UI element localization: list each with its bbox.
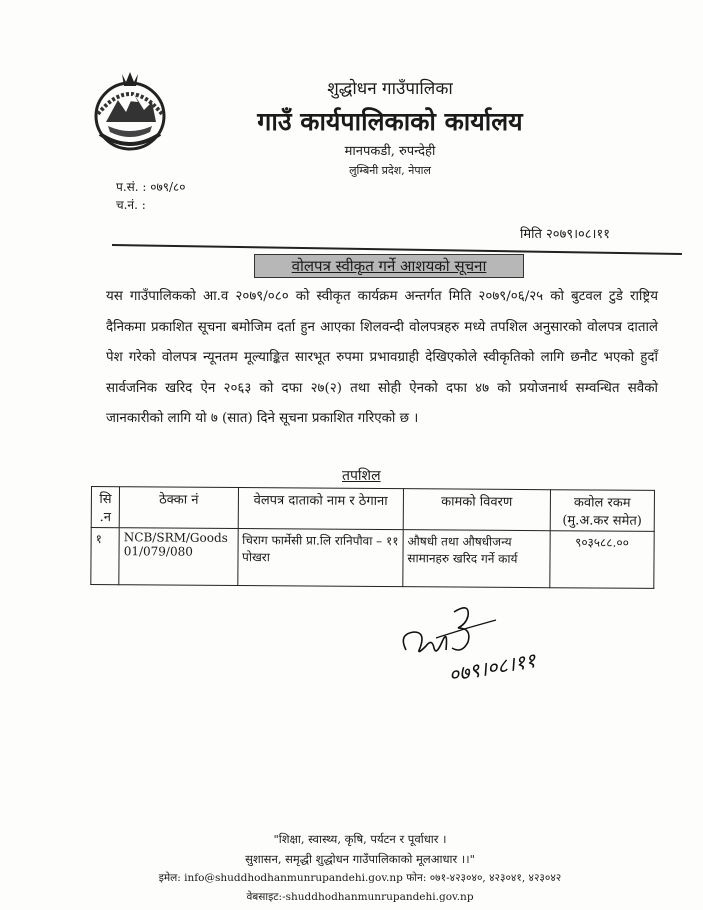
notice-body: यस गाउँपालिकको आ.व २०७९/०८० को स्वीकृत कार्यक्रम अन्तर्गत मिति २०७९/०६/२५ को बुटवल टुडे राष्ट्रिय दैनिकमा प्रकाशित सूचना बमोजिम दर्ता हुन आएका शिलवन्दी वोलपत्रहरु मध्ये तपशिल अनुसारको वोलपत्र दाताले पेश गरेको वोलपत्र न्यूनतम मूल्याङ्कित सारभूत रुपमा प्रभावग्राही देखिएकोले स्वीकृतिको लागि छनौट भएको हुदाँ सार्वजनिक खरिद ऐन २०६३ को दफा २७(२) तथा सोही ऐनको दफा ४७ को प्रयोजनार्थ सम्वन्धित सवैको जानकारीको लागि यो ७ (सात) दिने सूचना प्रकाशित गरिएको छ ।	[106, 289, 658, 426]
table-heading: तपशिल	[342, 468, 381, 484]
cell-bid-amount: ९०३५८८.००	[550, 531, 655, 589]
footer-motto-line1: "शिक्षा, स्वास्थ्य, कृषि, पर्यटन र पूर्वाधार ।	[273, 832, 447, 846]
office-address-line2: लुम्बिनी प्रदेश, नेपाल	[349, 164, 431, 177]
col-contract-no: ठेक्का नं	[119, 487, 238, 529]
cell-serial: १	[91, 528, 120, 585]
cell-contract-no: NCB/SRM/Goods 01/079/080	[119, 528, 238, 586]
notice-title: वोलपत्र स्वीकृत गर्ने आशयको सूचना	[254, 254, 524, 278]
col-bid-amount: कवोल रकम (मु.अ.कर समेत)	[550, 490, 655, 532]
cell-work-description: औषधी तथा औषधीजन्य सामानहरु खरिद गर्ने कार्य	[403, 530, 550, 588]
nepal-government-emblem-icon	[92, 70, 168, 154]
notice-date: मिति २०७९।०८।११	[520, 227, 610, 242]
reference-number: प.सं. : ०७९/८०	[116, 180, 186, 194]
bid-details-table	[90, 486, 655, 589]
signature	[396, 598, 546, 694]
col-work-description: कामको विवरण	[403, 489, 550, 531]
table-row	[91, 528, 654, 589]
office-name: गाउँ कार्यपालिकाको कार्यालय	[257, 107, 523, 136]
dispatch-number: च.नं. :	[116, 198, 146, 212]
svg-text:०७९।०८।११: ०७९।०८।११	[446, 648, 538, 687]
footer-website: वेबसाइट:-shuddhodhanmunrupandehi.gov.np	[246, 891, 474, 903]
col-bidder: वेलपत्र दाताको नाम र ठेगाना	[238, 488, 404, 530]
footer-contact: इमेल: info@shuddhodhanmunrupandehi.gov.np फोन: ०७१-४२३०४०, ४२३०४१, ४२३०४२	[158, 872, 562, 884]
col-serial: सि .न	[91, 487, 119, 528]
office-address-line1: मानपकडी, रुपन्देही	[344, 144, 436, 159]
municipality-name: शुद्धोधन गाउँपालिका	[327, 79, 453, 99]
cell-bidder: चिराग फार्मेसी प्रा.लि रानिपौवा – ११ पोखरा	[237, 529, 403, 587]
table-header-row	[91, 487, 654, 532]
footer-motto-line2: सुशासन, समृद्धी शुद्धोधन गाउँपालिकाको मूलआधार ।।"	[245, 852, 475, 866]
